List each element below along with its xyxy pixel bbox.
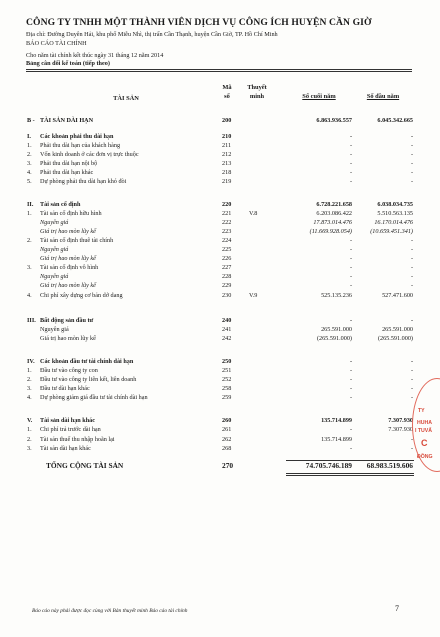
row-label: Tài sản cố định hữu hình bbox=[40, 210, 102, 217]
row-note: V.9 bbox=[249, 292, 258, 299]
row-number: 2. bbox=[27, 376, 32, 383]
total-end-double-rule-2 bbox=[286, 475, 350, 476]
row-end-value: - bbox=[349, 445, 352, 452]
header-divider-2 bbox=[26, 71, 412, 72]
row-number: 2. bbox=[27, 237, 32, 244]
col-note-1: Thuyết bbox=[247, 84, 267, 91]
col-assets: TÀI SẢN bbox=[113, 95, 139, 102]
row-code: 213 bbox=[222, 160, 232, 167]
table-row bbox=[0, 273, 440, 282]
row-note: V.8 bbox=[249, 210, 258, 217]
table-row bbox=[0, 436, 440, 445]
row-end-value: 135.714.899 bbox=[321, 436, 352, 443]
row-end-value: (11.669.928.054) bbox=[309, 228, 352, 235]
row-label: Đầu tư vào công ty liên kết, liên doanh bbox=[40, 376, 137, 383]
row-number: 1. bbox=[27, 367, 32, 374]
row-end-value: - bbox=[349, 178, 352, 185]
col-note-2: minh bbox=[249, 93, 265, 100]
table-row bbox=[0, 160, 440, 169]
row-end-value: 135.714.899 bbox=[321, 417, 352, 424]
row-end-value: - bbox=[349, 160, 352, 167]
row-label: Các khoản phải thu dài hạn bbox=[40, 133, 114, 140]
row-label: Các khoản đầu tư tài chính dài hạn bbox=[40, 358, 134, 365]
row-label: Phải thu dài hạn nội bộ bbox=[40, 160, 98, 167]
row-code: 220 bbox=[222, 201, 232, 208]
row-begin-value: (10.659.451.341) bbox=[370, 228, 413, 235]
row-label: Tài sản cố định thuê tài chính bbox=[40, 237, 114, 244]
row-end-value: - bbox=[349, 246, 352, 253]
row-end-value: - bbox=[349, 358, 352, 365]
row-label: Nguyên giá bbox=[40, 246, 69, 253]
table-row bbox=[0, 169, 440, 178]
table-row bbox=[0, 426, 440, 435]
table-row bbox=[0, 292, 440, 301]
table-row bbox=[0, 228, 440, 237]
row-begin-value: 68.983.519.606 bbox=[366, 461, 413, 470]
row-end-value: - bbox=[349, 255, 352, 262]
company-seal bbox=[404, 378, 440, 470]
row-end-value: - bbox=[349, 151, 352, 158]
seal-text-e: ĐỒNG bbox=[417, 454, 433, 460]
row-label: Tài sản cố định bbox=[40, 201, 81, 208]
row-begin-value: - bbox=[410, 133, 413, 140]
row-end-value: - bbox=[349, 394, 352, 401]
row-code: 222 bbox=[222, 219, 232, 226]
seal-text-d: C bbox=[421, 438, 428, 448]
row-end-value: - bbox=[349, 142, 352, 149]
row-end-value: 6.203.086.422 bbox=[316, 210, 352, 217]
row-end-value: 525.135.236 bbox=[321, 292, 352, 299]
total-begin-double-rule bbox=[350, 473, 414, 474]
table-row bbox=[0, 178, 440, 187]
row-label: Chi phí trả trước dài hạn bbox=[40, 426, 101, 433]
row-code: 268 bbox=[222, 445, 232, 452]
row-begin-value: - bbox=[410, 264, 413, 271]
row-number: 5. bbox=[27, 178, 32, 185]
table-row bbox=[0, 326, 440, 335]
row-begin-value: - bbox=[410, 142, 413, 149]
row-number: 1. bbox=[27, 142, 32, 149]
row-label: Tài sản cố định vô hình bbox=[40, 264, 99, 271]
header-divider bbox=[26, 69, 412, 70]
row-end-value: 265.591.000 bbox=[321, 326, 352, 333]
row-begin-value: - bbox=[410, 445, 413, 452]
row-number: I. bbox=[27, 133, 31, 140]
row-code: 228 bbox=[222, 273, 232, 280]
footer-note: Báo cáo này phải được đọc cùng với Bản thuyết minh Báo cáo tài chính bbox=[32, 608, 188, 614]
row-code: 242 bbox=[222, 335, 232, 342]
row-begin-value: 6.045.342.665 bbox=[377, 117, 413, 124]
row-begin-value: - bbox=[410, 394, 413, 401]
row-number: 4. bbox=[27, 292, 32, 299]
report-title: BÁO CÁO TÀI CHÍNH bbox=[26, 40, 87, 47]
row-number: III. bbox=[27, 317, 36, 324]
row-label: Bất động sản đầu tư bbox=[40, 317, 94, 324]
row-number: II. bbox=[27, 201, 34, 208]
row-begin-value: 5.510.563.135 bbox=[377, 210, 413, 217]
row-end-value: (265.591.000) bbox=[316, 335, 352, 342]
row-code: 221 bbox=[222, 210, 232, 217]
table-row bbox=[0, 445, 440, 454]
row-number: 3. bbox=[27, 160, 32, 167]
sheet-title: Bảng cân đối kế toán (tiếp theo) bbox=[26, 60, 110, 67]
row-end-value: - bbox=[349, 426, 352, 433]
row-code: 240 bbox=[222, 317, 232, 324]
row-code: 258 bbox=[222, 385, 232, 392]
row-end-value: - bbox=[349, 385, 352, 392]
row-number: B - bbox=[27, 117, 35, 124]
table-row bbox=[0, 142, 440, 151]
row-label: Giá trị hao mòn lũy kế bbox=[40, 228, 96, 235]
table-row bbox=[0, 335, 440, 344]
col-code-1: Mã bbox=[222, 84, 232, 91]
row-code: 250 bbox=[222, 358, 232, 365]
table-row bbox=[0, 367, 440, 376]
table-row bbox=[0, 201, 440, 210]
table-row bbox=[0, 219, 440, 228]
row-number: 2. bbox=[27, 436, 32, 443]
table-row bbox=[0, 237, 440, 246]
table-row bbox=[0, 246, 440, 255]
row-number: 2. bbox=[27, 151, 32, 158]
company-address: Địa chỉ: Đường Duyên Hải, khu phố Miễu Nhì, thị trấn Cần Thạnh, huyện Cần Giờ, TP. Hồ Chí Minh bbox=[26, 31, 278, 38]
row-code: 212 bbox=[222, 151, 232, 158]
row-begin-value: - bbox=[410, 178, 413, 185]
total-begin-double-rule-2 bbox=[350, 475, 414, 476]
row-label: Nguyên giá bbox=[40, 273, 69, 280]
row-end-value: 6.863.936.557 bbox=[316, 117, 352, 124]
row-begin-value: - bbox=[410, 246, 413, 253]
table-row bbox=[0, 461, 440, 470]
table-row bbox=[0, 255, 440, 264]
table-row bbox=[0, 264, 440, 273]
row-end-value: - bbox=[349, 317, 352, 324]
row-begin-value: 7.307.930 bbox=[388, 426, 413, 433]
row-code: 227 bbox=[222, 264, 232, 271]
row-number: 3. bbox=[27, 445, 32, 452]
table-row bbox=[0, 376, 440, 385]
row-code: 252 bbox=[222, 376, 232, 383]
row-begin-value: - bbox=[410, 237, 413, 244]
row-label: Tài sản dài hạn khác bbox=[40, 445, 91, 452]
row-code: 259 bbox=[222, 394, 232, 401]
row-begin-value: (265.591.000) bbox=[377, 335, 413, 342]
row-code: 229 bbox=[222, 282, 232, 289]
row-number: 4. bbox=[27, 169, 32, 176]
row-begin-value: - bbox=[410, 282, 413, 289]
row-label: Tài sản dài hạn khác bbox=[40, 417, 96, 424]
row-code: 251 bbox=[222, 367, 232, 374]
row-end-value: - bbox=[349, 282, 352, 289]
seal-text-b: HUHA bbox=[417, 420, 432, 426]
row-end-value: - bbox=[349, 367, 352, 374]
row-end-value: - bbox=[349, 273, 352, 280]
row-label: Nguyên giá bbox=[40, 219, 69, 226]
table-row bbox=[0, 133, 440, 142]
row-begin-value: - bbox=[410, 376, 413, 383]
row-begin-value: - bbox=[410, 358, 413, 365]
table-row bbox=[0, 151, 440, 160]
row-label: Tài sản thuế thu nhập hoãn lại bbox=[40, 436, 115, 443]
seal-text-a: TY bbox=[418, 408, 425, 414]
row-begin-value: 265.591.000 bbox=[382, 326, 413, 333]
row-code: 230 bbox=[222, 292, 232, 299]
row-label: Giá trị hao mòn lũy kế bbox=[40, 335, 96, 342]
seal-text-c: I TUVẤ bbox=[415, 428, 433, 434]
row-code: 226 bbox=[222, 255, 232, 262]
row-end-value: 74.705.746.189 bbox=[305, 461, 352, 470]
row-label: Đầu tư dài hạn khác bbox=[40, 385, 90, 392]
col-end: Số cuối năm bbox=[302, 93, 336, 100]
total-end-double-rule bbox=[286, 473, 350, 474]
table-row bbox=[0, 117, 440, 126]
row-number: 3. bbox=[27, 385, 32, 392]
row-label: Vốn kinh doanh ở các đơn vị trực thuộc bbox=[40, 151, 139, 158]
row-label: TÀI SẢN DÀI HẠN bbox=[40, 117, 94, 124]
page-number: 7 bbox=[395, 604, 399, 613]
row-code: 218 bbox=[222, 169, 232, 176]
row-label: Phải thu dài hạn khác bbox=[40, 169, 94, 176]
row-label: Dự phòng phải thu dài hạn khó đòi bbox=[40, 178, 127, 185]
table-row bbox=[0, 358, 440, 367]
report-period: Cho năm tài chính kết thúc ngày 31 tháng 12 năm 2014 bbox=[26, 52, 164, 59]
row-label: Dự phòng giảm giá đầu tư tài chính dài hạn bbox=[40, 394, 148, 401]
table-row bbox=[0, 394, 440, 403]
row-number: V. bbox=[27, 417, 33, 424]
row-code: 241 bbox=[222, 326, 232, 333]
row-begin-value: - bbox=[410, 273, 413, 280]
row-code: 270 bbox=[222, 461, 234, 470]
row-begin-value: 6.038.034.735 bbox=[377, 201, 413, 208]
row-begin-value: - bbox=[410, 367, 413, 374]
row-number: 4. bbox=[27, 394, 32, 401]
table-row bbox=[0, 417, 440, 426]
row-begin-value: - bbox=[410, 317, 413, 324]
row-code: 261 bbox=[222, 426, 232, 433]
row-label: Đầu tư vào công ty con bbox=[40, 367, 98, 374]
company-name: CÔNG TY TNHH MỘT THÀNH VIÊN DỊCH VỤ CÔNG ÍCH HUYỆN CẦN GIỜ bbox=[26, 17, 372, 28]
row-label: Giá trị hao mòn lũy kế bbox=[40, 255, 96, 262]
row-begin-value: - bbox=[410, 151, 413, 158]
row-end-value: 17.873.014.476 bbox=[313, 219, 352, 226]
table-row bbox=[0, 317, 440, 326]
row-begin-value: - bbox=[410, 385, 413, 392]
row-end-value: - bbox=[349, 169, 352, 176]
row-end-value: - bbox=[349, 237, 352, 244]
row-code: 224 bbox=[222, 237, 232, 244]
row-code: 260 bbox=[222, 417, 232, 424]
row-begin-value: - bbox=[410, 255, 413, 262]
col-code-2: số bbox=[224, 93, 230, 100]
total-end-rule bbox=[286, 460, 350, 461]
row-label: Phải thu dài hạn của khách hàng bbox=[40, 142, 121, 149]
row-begin-value: - bbox=[410, 169, 413, 176]
row-begin-value: 16.170.014.476 bbox=[374, 219, 413, 226]
row-begin-value: - bbox=[410, 436, 413, 443]
row-code: 225 bbox=[222, 246, 232, 253]
row-end-value: 6.728.221.658 bbox=[316, 201, 352, 208]
col-begin: Số đầu năm bbox=[366, 93, 400, 100]
row-code: 211 bbox=[222, 142, 232, 149]
row-begin-value: 527.471.600 bbox=[382, 292, 413, 299]
row-code: 219 bbox=[222, 178, 232, 185]
row-number: 3. bbox=[27, 264, 32, 271]
row-end-value: - bbox=[349, 264, 352, 271]
row-label: Giá trị hao mòn lũy kế bbox=[40, 282, 96, 289]
row-code: 200 bbox=[222, 117, 232, 124]
row-label: Nguyên giá bbox=[40, 326, 69, 333]
row-code: 210 bbox=[222, 133, 232, 140]
table-row bbox=[0, 282, 440, 291]
row-code: 262 bbox=[222, 436, 232, 443]
table-row bbox=[0, 385, 440, 394]
row-number: IV. bbox=[27, 358, 35, 365]
row-end-value: - bbox=[349, 376, 352, 383]
row-number: 1. bbox=[27, 210, 32, 217]
row-end-value: - bbox=[349, 133, 352, 140]
table-row bbox=[0, 210, 440, 219]
row-code: 223 bbox=[222, 228, 232, 235]
row-begin-value: - bbox=[410, 160, 413, 167]
row-number: 1. bbox=[27, 426, 32, 433]
row-label: TỔNG CỘNG TÀI SẢN bbox=[46, 461, 124, 470]
row-label: Chi phí xây dựng cơ bản dở dang bbox=[40, 292, 123, 299]
row-begin-value: 7.307.930 bbox=[388, 417, 413, 424]
